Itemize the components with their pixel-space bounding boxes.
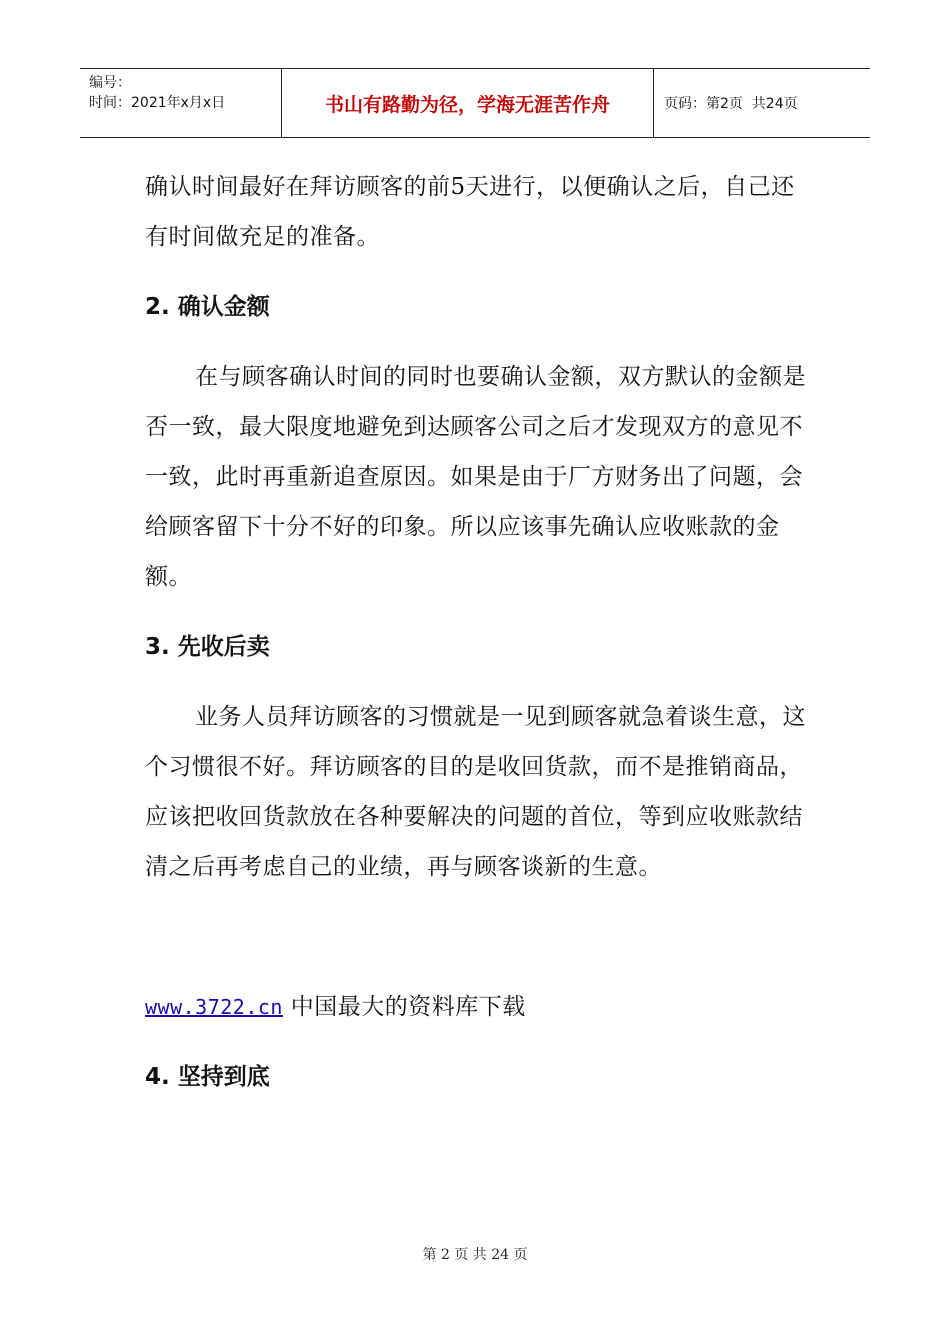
date-label: 时间：2021年x月x日 bbox=[89, 95, 226, 111]
document-body bbox=[145, 162, 810, 1102]
header-motto: 书山有路勤为径，学海无涯苦作舟 bbox=[281, 69, 654, 137]
header-page-info bbox=[654, 69, 870, 137]
paragraph-collect-first: 业务人员拜访顾客的习惯就是一见到顾客就急着谈生意，这个习惯很不好。拜访顾客的目的是收回货款，而不是推销商品，应该把收回货款放在各种要解决的问题的首位，等到应收账款结清之后再考虑自己的业绩，再与顾客谈新的生意。 bbox=[145, 704, 806, 880]
promo-line bbox=[145, 982, 810, 1032]
header-meta bbox=[80, 69, 281, 137]
website-link[interactable]: www.3722.cn bbox=[145, 995, 283, 1019]
header-page-info-text: 页码：第2页 共24页 bbox=[664, 96, 798, 112]
page-header bbox=[80, 68, 870, 138]
page-footer: 第 2 页 共 24 页 bbox=[422, 1247, 528, 1263]
paragraph-confirm-amount: 在与顾客确认时间的同时也要确认金额，双方默认的金额是否一致，最大限度地避免到达顾客公司之后才发现双方的意见不一致，此时再重新追查原因。如果是由于厂方财务出了问题，会给顾客留下十分不好的印象。所以应该事先确认应收账款的金额。 bbox=[145, 364, 806, 590]
section-heading-persist: 4. 坚持到底 bbox=[145, 1064, 270, 1090]
paragraph-confirm-time: 确认时间最好在拜访顾客的前5天进行，以便确认之后，自己还有时间做充足的准备。 bbox=[145, 174, 795, 250]
section-heading-confirm-amount: 2. 确认金额 bbox=[145, 294, 270, 320]
section-heading-collect-first: 3. 先收后卖 bbox=[145, 634, 270, 660]
serial-number-label: 编号： bbox=[89, 75, 131, 91]
promo-text: 中国最大的资料库下载 bbox=[282, 994, 526, 1020]
